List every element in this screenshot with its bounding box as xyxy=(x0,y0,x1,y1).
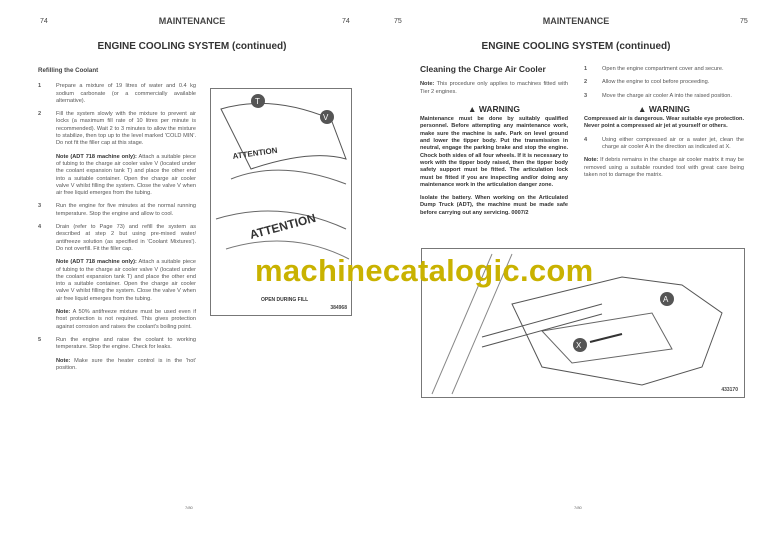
step-text: Run the engine and raise the coolant to working temperature. Stop the engine. Check for leaks. xyxy=(56,336,196,351)
step-4: 4 Drain (refer to Page 73) and refill the system as described at step 2 but using pre-mixed water/ antifreeze solution (as specified in 'Coolant Mixtures'). Do not overfill. Fit the filler cap. xyxy=(38,224,196,252)
subheading: Refilling the Coolant xyxy=(38,67,99,74)
running-header: MAINTENANCE xyxy=(542,16,610,26)
page-number: 75 xyxy=(394,18,402,25)
step-3: 3 Run the engine for five minutes at the normal running temperature. Stop the engine and allow to cool. xyxy=(38,203,196,217)
step-text: Drain (refer to Page 73) and refill the system as described at step 2 but using pre-mixed water/ antifreeze solution (as specified in 'Coolant Mixtures'). Do not overfill. Fit the filler cap. xyxy=(56,224,196,252)
step-text: Using either compressed air or a water jet, clean the charge air cooler A in the direction as indicated at X. xyxy=(602,136,744,151)
warning-text: Isolate the battery. When working on the Articulated Dump Truck (ADT), the machine must be made safe before carrying out any servicing. 0007/2 xyxy=(420,195,568,216)
note xyxy=(56,259,196,303)
note-text: Make sure the heater control is in the 'hot' position. xyxy=(56,357,196,371)
step-text: Run the engine for five minutes at the normal running temperature. Stop the engine and allow to cool. xyxy=(56,203,196,217)
note xyxy=(56,309,196,331)
step-1: 1 Prepare a mixture of 19 litres of water and 0.4 kg sodium carbonate (or a commercially available alternative). xyxy=(38,83,196,104)
attention-label: ATTENTION xyxy=(232,145,279,161)
running-header: MAINTENANCE xyxy=(158,16,226,26)
note xyxy=(420,81,568,96)
warning-icon: ▲ xyxy=(638,103,647,114)
note xyxy=(56,154,196,198)
note-text: A 50% antifreeze mixture must be used even if frost protection is not required. This gives protection against corrosion and raises the coolant's boiling point. xyxy=(56,309,197,330)
page-number: 75 xyxy=(740,18,748,25)
page-title: ENGINE COOLING SYSTEM (continued) xyxy=(97,41,287,52)
note xyxy=(584,157,744,179)
page-number: 74 xyxy=(342,18,350,25)
svg-text:T: T xyxy=(255,97,260,106)
step-3: 3 Move the charge air cooler A into the raised position. xyxy=(584,92,732,99)
step-2: 2 Fill the system slowly with the mixture to prevent air locks (a maximum fill rate of 10 litres per minute is recommended). Wait 2 to 3 minutes to allow the mixture to stabilize, then top up to the level marked 'COLD MIN'. Do not fit the filler cap at this stage. xyxy=(38,111,196,147)
callout-a: A xyxy=(663,295,669,304)
note-label: Note: xyxy=(584,157,599,164)
note-text: If debris remains in the charge air cooler matrix it may be removed using a suitable rounded tool with great care being taken not to damage the matrix. xyxy=(584,157,744,178)
step-text: Fill the system slowly with the mixture to prevent air locks (a maximum fill rate of 10 litres per minute is recommended). Wait 2 to 3 minutes to allow the mixture to stabilize, then top up to the level marked 'COLD MIN'. Do not fit the filler cap at this stage. xyxy=(56,111,196,147)
note-label: Note (ADT 718 machine only): xyxy=(56,259,137,266)
section-heading: Cleaning the Charge Air Cooler xyxy=(420,64,546,74)
note-label: Note: xyxy=(420,81,435,88)
figure-number: 384968 xyxy=(330,305,347,311)
step-text: Prepare a mixture of 19 litres of water and 0.4 kg sodium carbonate (or a commercially available alternative). xyxy=(56,83,196,104)
note-label: Note: xyxy=(56,309,71,316)
footer: 7/80 xyxy=(574,505,582,510)
watermark: machinecatalogic.com xyxy=(255,253,594,288)
note-text: This procedure only applies to machines fitted with Tier 2 engines. xyxy=(420,81,568,95)
note-label: Note: xyxy=(56,357,71,364)
open-during-fill-label: OPEN DURING FILL xyxy=(261,297,309,303)
text-column-right xyxy=(584,66,744,179)
warning-heading xyxy=(584,103,744,114)
step-text: Open the engine compartment cover and secure. xyxy=(602,66,724,72)
warning-text: Maintenance must be done by suitably qualified personnel. Before attempting any maintenance work, make sure the machine is safe. Park on level ground and lower the tipper body. Put the transmission in neutral, engage the parking brake and stop the engine. Chock both sides of all four wheels. If it is necessary to work with the tipper body raised, then the tipper body safety support must be fitted. The articulation lock must be fitted if you are inspecting and/or doing any maintenance work in the articulation danger zone. xyxy=(420,116,568,188)
warning-label: WARNING xyxy=(478,103,520,114)
step-4: 4 Using either compressed air or a water jet, clean the charge air cooler A in the direction as indicated at X. xyxy=(584,136,744,151)
attention-label: ATTENTION xyxy=(248,210,318,242)
page-number: 74 xyxy=(40,18,48,25)
note-text: Attach a suitable piece of tubing to the charge air cooler valve V (located under the coolant expansion tank T) and place the other end into a suitable container. Open the charge air cooler valve V whilst filling the system. Close the valve V when air free liquid emerges from the tubing. xyxy=(56,153,196,197)
page-title: ENGINE COOLING SYSTEM (continued) xyxy=(481,41,671,52)
step-1: 1 Open the engine compartment cover and secure. xyxy=(584,66,724,72)
note xyxy=(56,358,196,373)
step-text: Move the charge air cooler A into the raised position. xyxy=(602,92,732,99)
step-2: 2 Allow the engine to cool before proceeding. xyxy=(584,79,710,86)
step-5: 5 Run the engine and raise the coolant to working temperature. Stop the engine. Check for leaks. xyxy=(38,336,196,351)
text-column-left xyxy=(420,66,568,223)
callout-x: X xyxy=(576,341,582,350)
warning-icon: ▲ xyxy=(468,103,477,114)
text-column xyxy=(38,67,196,378)
warning-heading xyxy=(420,103,568,114)
svg-text:V: V xyxy=(323,113,329,122)
figure-number: 433170 xyxy=(721,387,738,393)
step-text: Allow the engine to cool before proceeding. xyxy=(602,79,710,86)
note-text: Attach a suitable piece of tubing to the charge air cooler valve V (located under the coolant expansion tank T) and place the other end into a suitable container. Open the charge air cooler valve V whilst filling the system. Close the valve V when air free liquid emerges from the tubing. xyxy=(56,259,196,302)
note-label: Note (ADT 718 machine only): xyxy=(56,153,137,160)
footer: 7/80 xyxy=(185,505,193,510)
warning-text: Compressed air is dangerous. Wear suitable eye protection. Never point a compressed air jet at yourself or others. xyxy=(584,116,744,130)
warning-label: WARNING xyxy=(648,103,690,114)
